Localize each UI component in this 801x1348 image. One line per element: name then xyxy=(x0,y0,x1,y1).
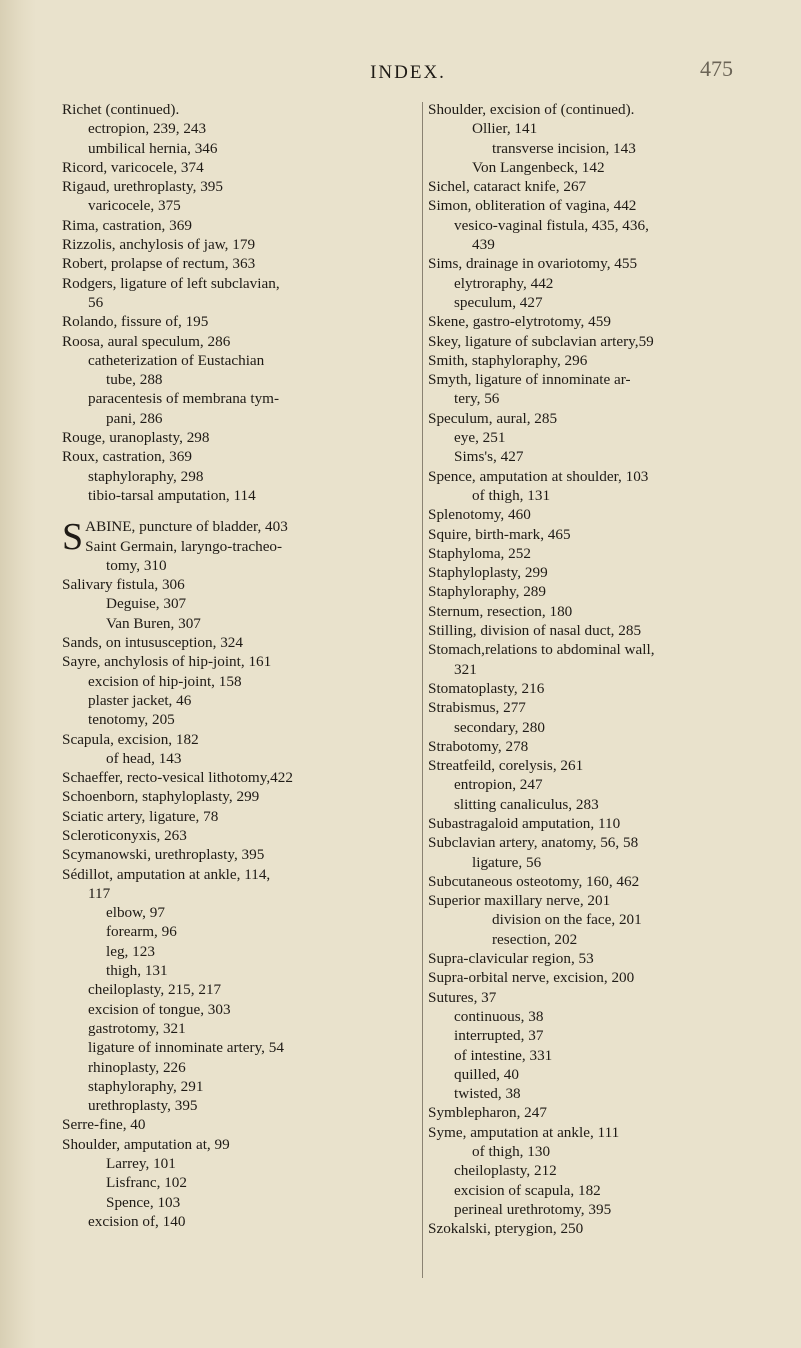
index-entry: Stomatoplasty, 216 xyxy=(428,679,545,697)
index-subentry: quilled, 40 xyxy=(454,1065,519,1083)
index-subentry: gastrotomy, 321 xyxy=(88,1019,186,1037)
index-entry: Spence, amputation at shoulder, 103 xyxy=(428,467,649,485)
column-divider xyxy=(422,102,423,1278)
index-subentry: ligature of innominate artery, 54 xyxy=(88,1039,284,1057)
index-entry: Sternum, resection, 180 xyxy=(428,602,573,620)
index-entry: Syme, amputation at ankle, 111 xyxy=(428,1123,620,1141)
index-entry: Subastragaloid amputation, 110 xyxy=(428,814,621,832)
index-subentry: thigh, 131 xyxy=(106,962,168,980)
index-subentry: urethroplasty, 395 xyxy=(88,1097,198,1115)
index-subentry: eye, 251 xyxy=(454,429,506,447)
index-entry: Rizzolis, anchylosis of jaw, 179 xyxy=(62,236,256,254)
index-subentry: entropion, 247 xyxy=(454,776,543,794)
index-subentry: Deguise, 307 xyxy=(106,595,187,613)
index-entry: Szokalski, pterygion, 250 xyxy=(428,1220,584,1238)
index-subentry: Van Buren, 307 xyxy=(106,614,201,632)
index-subentry: paracentesis of membrana tym- xyxy=(88,390,280,408)
index-subentry: of thigh, 131 xyxy=(472,486,551,504)
index-entry-saint-germain: Saint Germain, laryngo-tracheo- xyxy=(85,537,283,555)
index-subentry: 439 xyxy=(472,236,495,254)
index-entry: Supra-orbital nerve, excision, 200 xyxy=(428,969,635,987)
index-subentry: staphyloraphy, 291 xyxy=(88,1077,204,1095)
index-subentry: cheiloplasty, 215, 217 xyxy=(88,981,222,999)
index-entry: Staphyloma, 252 xyxy=(428,544,531,562)
index-entry: Supra-clavicular region, 53 xyxy=(428,950,594,968)
index-entry: Richet (continued). xyxy=(62,101,180,118)
index-subentry: Sims's, 427 xyxy=(454,448,524,466)
index-entry: Smith, staphyloraphy, 296 xyxy=(428,351,588,369)
index-subentry: 117 xyxy=(88,884,111,902)
index-entry: Roux, castration, 369 xyxy=(62,448,192,466)
index-subentry: plaster jacket, 46 xyxy=(88,691,192,709)
index-subentry: pani, 286 xyxy=(106,409,163,427)
index-entry: Speculum, aural, 285 xyxy=(428,409,558,427)
index-entry: Smyth, ligature of innominate ar- xyxy=(428,371,631,389)
index-entry: Rima, castration, 369 xyxy=(62,216,192,234)
index-entry: Stomach,relations to abdominal wall, xyxy=(428,641,655,659)
index-subentry: resection, 202 xyxy=(492,930,578,948)
index-subentry: umbilical hernia, 346 xyxy=(88,139,218,157)
index-subentry: excision of scapula, 182 xyxy=(454,1181,601,1199)
index-entry: Sayre, anchylosis of hip-joint, 161 xyxy=(62,653,272,671)
index-subentry: cheiloplasty, 212 xyxy=(454,1162,557,1180)
index-subentry: forearm, 96 xyxy=(106,923,177,941)
index-subentry: ectropion, 239, 243 xyxy=(88,120,207,138)
index-subentry: of head, 143 xyxy=(106,749,182,767)
section-s-lead xyxy=(62,517,422,556)
index-entry: Shoulder, amputation at, 99 xyxy=(62,1135,230,1153)
index-entry: Shoulder, excision of (continued). xyxy=(428,101,635,118)
index-entry: Rigaud, urethroplasty, 395 xyxy=(62,178,223,196)
index-entry: Splenotomy, 460 xyxy=(428,506,531,524)
index-entry: Stilling, division of nasal duct, 285 xyxy=(428,622,642,640)
index-subentry: transverse incision, 143 xyxy=(492,139,636,157)
index-subentry: tenotomy, 205 xyxy=(88,711,175,729)
index-entry: Symblepharon, 247 xyxy=(428,1104,547,1122)
index-entry: Schoenborn, staphyloplasty, 299 xyxy=(62,788,260,806)
index-subentry: tube, 288 xyxy=(106,371,163,389)
index-subentry: catheterization of Eustachian xyxy=(88,351,265,369)
index-entry: Superior maxillary nerve, 201 xyxy=(428,892,611,910)
index-entry: Sims, drainage in ovariotomy, 455 xyxy=(428,255,638,273)
index-subentry: leg, 123 xyxy=(106,942,155,960)
index-entry: Subcutaneous osteotomy, 160, 462 xyxy=(428,872,640,890)
index-subentry: secondary, 280 xyxy=(454,718,545,736)
index-subentry: twisted, 38 xyxy=(454,1085,521,1103)
index-entry: Staphyloraphy, 289 xyxy=(428,583,546,601)
index-subentry: speculum, 427 xyxy=(454,293,543,311)
index-subentry: 56 xyxy=(88,293,104,311)
index-subentry: excision of hip-joint, 158 xyxy=(88,672,242,690)
index-entry: Serre-fine, 40 xyxy=(62,1116,146,1134)
index-entry-sabine: ABINE, puncture of bladder, 403 xyxy=(85,518,288,536)
index-subentry: interrupted, 37 xyxy=(454,1027,544,1045)
index-entry: Staphyloplasty, 299 xyxy=(428,564,548,582)
index-entry: Sands, on intususception, 324 xyxy=(62,634,243,652)
index-subentry: Spence, 103 xyxy=(106,1193,181,1211)
index-entry: Strabotomy, 278 xyxy=(428,737,529,755)
index-subentry: vesico-vaginal fistula, 435, 436, xyxy=(454,216,649,234)
index-entry: Streatfeild, corelysis, 261 xyxy=(428,757,584,775)
index-entry: Schaeffer, recto-vesical lithotomy,422 xyxy=(62,769,293,787)
index-subentry: of intestine, 331 xyxy=(454,1046,553,1064)
index-entry: Scapula, excision, 182 xyxy=(62,730,199,748)
index-entry: Sichel, cataract knife, 267 xyxy=(428,178,587,196)
index-subentry: excision of, 140 xyxy=(88,1212,186,1230)
page-number: 475 xyxy=(700,56,733,81)
index-subentry: Von Langenbeck, 142 xyxy=(472,158,605,176)
index-entry: Ricord, varicocele, 374 xyxy=(62,158,204,176)
index-subentry: elytroraphy, 442 xyxy=(454,274,554,292)
index-entry: Squire, birth-mark, 465 xyxy=(428,525,571,543)
index-entries-s-continued xyxy=(428,100,778,1239)
index-subentry: excision of tongue, 303 xyxy=(88,1000,231,1018)
index-entries-r xyxy=(62,100,422,505)
index-entry: Skey, ligature of subclavian artery,59 xyxy=(428,332,654,350)
index-subentry: staphyloraphy, 298 xyxy=(88,467,204,485)
index-entry: Sédillot, amputation at ankle, 114, xyxy=(62,865,271,883)
index-subentry: rhinoplasty, 226 xyxy=(88,1058,186,1076)
page-header-title: INDEX. xyxy=(370,62,446,83)
index-subentry: Ollier, 141 xyxy=(472,120,538,138)
index-entry: Skene, gastro-elytrotomy, 459 xyxy=(428,313,611,331)
index-subentry: tery, 56 xyxy=(454,390,500,408)
index-entry: Sutures, 37 xyxy=(428,988,497,1006)
index-entry: Salivary fistula, 306 xyxy=(62,576,185,594)
index-subentry: elbow, 97 xyxy=(106,904,165,922)
index-entry: Robert, prolapse of rectum, 363 xyxy=(62,255,256,273)
index-subentry: slitting canaliculus, 283 xyxy=(454,795,599,813)
index-subentry: tibio-tarsal amputation, 114 xyxy=(88,486,256,504)
index-subentry: Lisfranc, 102 xyxy=(106,1174,187,1192)
index-subentry: division on the face, 201 xyxy=(492,911,642,929)
index-column-right xyxy=(428,100,778,1239)
index-subentry: perineal urethrotomy, 395 xyxy=(454,1200,612,1218)
index-subentry: ligature, 56 xyxy=(472,853,542,871)
index-entry: Rodgers, ligature of left subclavian, xyxy=(62,274,280,292)
index-entry: Strabismus, 277 xyxy=(428,699,526,717)
page-binding-edge xyxy=(0,0,36,1348)
index-subentry: of thigh, 130 xyxy=(472,1143,551,1161)
index-subentry: 321 xyxy=(454,660,477,678)
index-entry: Rolando, fissure of, 195 xyxy=(62,313,209,331)
index-entry: Sciatic artery, ligature, 78 xyxy=(62,807,219,825)
index-entry: Simon, obliteration of vagina, 442 xyxy=(428,197,637,215)
index-subentry: continuous, 38 xyxy=(454,1007,544,1025)
index-entry: Scymanowski, urethroplasty, 395 xyxy=(62,846,265,864)
index-entry: Scleroticonyxis, 263 xyxy=(62,826,187,844)
index-subentry: Larrey, 101 xyxy=(106,1155,176,1173)
index-column-left xyxy=(62,100,422,1231)
index-entry-continuation: tomy, 310 xyxy=(106,556,167,574)
index-entry: Rouge, uranoplasty, 298 xyxy=(62,429,210,447)
index-subentry: varicocele, 375 xyxy=(88,197,181,215)
drop-cap-initial: S xyxy=(62,517,84,556)
index-entry: Subclavian artery, anatomy, 56, 58 xyxy=(428,834,639,852)
index-entry: Roosa, aural speculum, 286 xyxy=(62,332,231,350)
index-entries-s xyxy=(62,575,422,1231)
